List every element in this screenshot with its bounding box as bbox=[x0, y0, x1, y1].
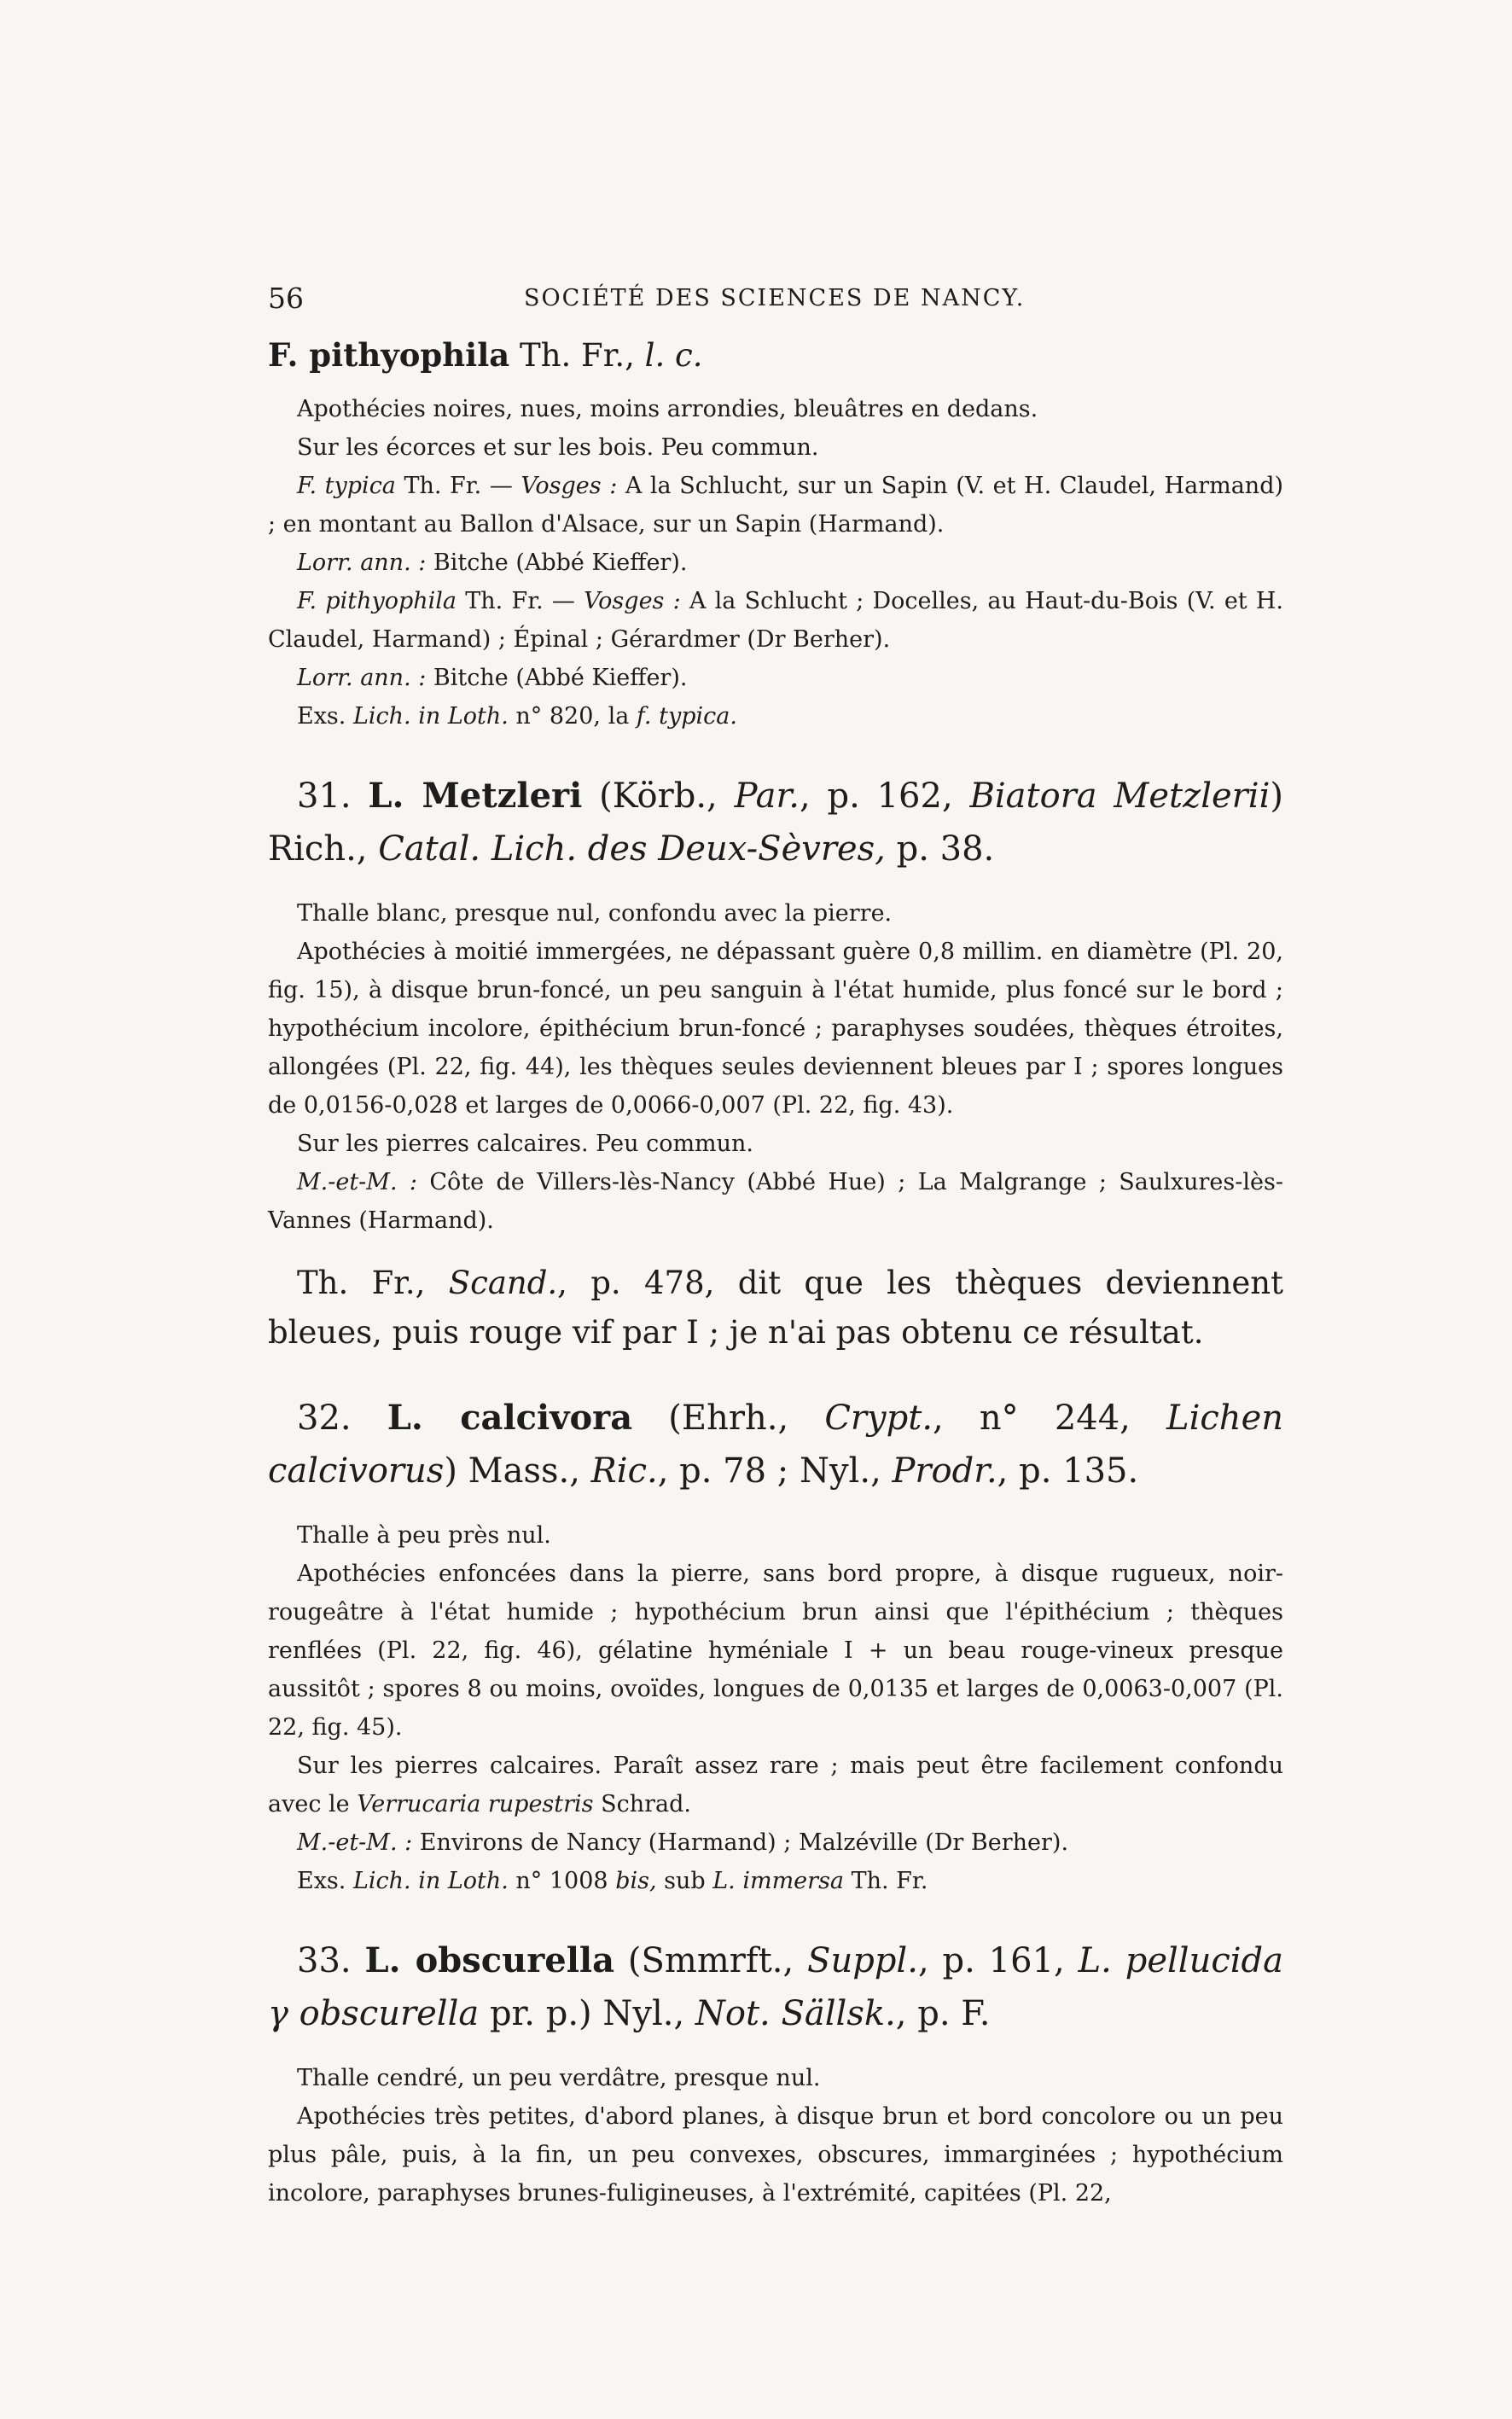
paragraph: Sur les écorces et sur les bois. Peu commun. bbox=[297, 434, 819, 461]
italic-text: Not. Sällsk. bbox=[695, 1994, 896, 2033]
running-header bbox=[268, 282, 1283, 324]
italic-text: Prodr. bbox=[892, 1451, 997, 1491]
text: ) Rich., bbox=[268, 776, 1283, 869]
text: Th. Fr., bbox=[297, 1265, 449, 1301]
italic-text: M.-et-M. : bbox=[297, 1829, 413, 1856]
page-number: 56 bbox=[268, 282, 304, 315]
paragraph: Thalle blanc, presque nul, confondu avec la pierre. bbox=[297, 900, 893, 927]
paragraph bbox=[268, 544, 1283, 582]
italic-text: Ric. bbox=[590, 1451, 658, 1491]
italic-text: f. typica. bbox=[636, 703, 737, 730]
text: Sur les pierres calcaires. Paraît assez rare ; mais peut être facilement confondu avec le bbox=[268, 1753, 1283, 1817]
running-title: SOCIÉTÉ DES SCIENCES DE NANCY. bbox=[524, 285, 1026, 311]
italic-text: L. immersa bbox=[712, 1868, 845, 1894]
italic-text: Catal. Lich. des Deux-Sèvres, bbox=[378, 829, 886, 869]
entry-number: 32. bbox=[297, 1398, 352, 1438]
text: , p. 478, dit que les thèques deviennent bleues, puis rouge vif par I ; je n'ai pas obtenu ce résultat. bbox=[268, 1265, 1284, 1351]
text: Bitche (Abbé Kieffer). bbox=[426, 665, 688, 691]
italic-text: L. pellucida γ obscurella bbox=[268, 1941, 1283, 2033]
italic-text: Scand. bbox=[448, 1265, 558, 1301]
text: sub bbox=[656, 1868, 713, 1894]
text: , p. F. bbox=[895, 1994, 991, 2033]
taxon-name: F. pithyophila bbox=[268, 336, 510, 374]
italic-text: Suppl. bbox=[807, 1941, 918, 1980]
italic-text: Vosges : bbox=[584, 588, 681, 614]
text: A la Schlucht ; Docelles, au Haut-du-Bois (V. et H. Claudel, Harmand) ; Épinal ; Gérardmer (Dr Berher). bbox=[268, 588, 1284, 653]
paragraph bbox=[268, 467, 1283, 544]
taxon-reference: l. c. bbox=[644, 337, 703, 374]
text: , p. 162, bbox=[799, 776, 970, 816]
italic-text: Lich. in Loth. bbox=[352, 703, 509, 730]
text: ) Mass., bbox=[444, 1451, 591, 1491]
paragraph bbox=[268, 1862, 1283, 1900]
section-heading-31 bbox=[268, 770, 1283, 875]
text: A la Schlucht, sur un Sapin (V. et H. Claudel, Harmand) ; en montant au Ballon d'Alsace, sur un Sapin (Harmand). bbox=[268, 473, 1284, 538]
italic-text: M.-et-M. : bbox=[297, 1169, 418, 1195]
entry-number: 31. bbox=[297, 776, 352, 816]
text: Côte de Villers-lès-Nancy (Abbé Hue) ; La Malgrange ; Saulxures-lès-Vannes (Harmand). bbox=[268, 1169, 1283, 1234]
paragraph bbox=[268, 697, 1283, 736]
entry-number: 33. bbox=[297, 1941, 352, 1980]
paragraph: Apothécies enfoncées dans la pierre, sans bord propre, à disque rugueux, noir-rougeâtre à l'état humide ; hypothécium brun ainsi que l'épithécium ; thèques renflées (Pl. 22, fig. 46), gélatine hyméniale I + un beau rouge-vineux presque aussitôt ; spores 8 ou moins, ovoïdes, longues de 0,0135 et larges de 0,0063-0,007 (Pl. 22, fig. 45). bbox=[268, 1561, 1283, 1741]
text: pr. p.) Nyl., bbox=[479, 1994, 695, 2033]
paragraph: Sur les pierres calcaires. Peu commun. bbox=[297, 1131, 754, 1157]
text: n° 820, la bbox=[508, 703, 637, 730]
italic-text: Biatora Metzlerii bbox=[969, 776, 1271, 816]
paragraph: Apothécies à moitié immergées, ne dépassant guère 0,8 millim. en diamètre (Pl. 20, fig. 15), à disque brun-foncé, un peu sanguin à l'état humide, plus foncé sur le bord ; hypothécium incolore, épithécium brun-foncé ; paraphyses soudées, thèques étroites, allongées (Pl. 22, fig. 44), les thèques seules deviennent bleues par I ; spores longues de 0,0156-0,028 et larges de 0,0066-0,007 (Pl. 22, fig. 43). bbox=[268, 939, 1283, 1119]
taxon-name: L. Metzleri bbox=[368, 776, 583, 816]
text: , p. 78 ; Nyl., bbox=[657, 1451, 893, 1491]
text: , p. 135. bbox=[997, 1451, 1139, 1491]
paragraph: Thalle à peu près nul. bbox=[297, 1522, 551, 1549]
italic-text: Lorr. ann. : bbox=[297, 550, 427, 576]
text: Th. Fr. — bbox=[457, 588, 584, 614]
text: Environs de Nancy (Harmand) ; Malzéville (Dr Berher). bbox=[412, 1829, 1069, 1856]
text: Bitche (Abbé Kieffer). bbox=[426, 550, 688, 576]
page bbox=[268, 282, 1283, 2213]
section-heading-32 bbox=[268, 1392, 1283, 1497]
italic-text: Lichen calcivorus bbox=[268, 1398, 1283, 1491]
text: Th. Fr. bbox=[844, 1868, 928, 1894]
italic-text: Par. bbox=[734, 776, 800, 816]
paragraph bbox=[268, 1747, 1283, 1823]
taxon-name: L. obscurella bbox=[364, 1940, 615, 1980]
italic-text: Verrucaria rupestris bbox=[357, 1791, 594, 1817]
paragraph: Apothécies très petites, d'abord planes, à disque brun et bord concolore ou un peu plus pâle, puis, à la fin, un peu convexes, obscures, immarginées ; hypothécium incolore, paraphyses brunes-fuligineuses, à l'extrémité, capitées (Pl. 22, bbox=[268, 2103, 1283, 2207]
text: (Smmrft., bbox=[614, 1941, 808, 1980]
text: , p. 161, bbox=[917, 1941, 1079, 1980]
taxon-name: L. calcivora bbox=[387, 1398, 633, 1438]
paragraph bbox=[268, 1823, 1283, 1862]
note-paragraph bbox=[268, 1259, 1283, 1358]
italic-text: bis, bbox=[615, 1868, 657, 1894]
text: Exs. bbox=[297, 703, 353, 730]
italic-text: Lorr. ann. : bbox=[297, 665, 427, 691]
text: Exs. bbox=[297, 1868, 353, 1894]
text: Th. Fr. — bbox=[395, 473, 521, 499]
paragraph bbox=[268, 582, 1283, 659]
text: Schrad. bbox=[593, 1791, 692, 1817]
text: (Ehrh., bbox=[632, 1398, 825, 1438]
paragraph: Apothécies noires, nues, moins arrondies, bleuâtres en dedans. bbox=[297, 396, 1038, 422]
italic-text: Vosges : bbox=[520, 473, 618, 499]
italic-text: Lich. in Loth. bbox=[352, 1868, 509, 1894]
italic-text: F. typica bbox=[297, 473, 396, 499]
section-heading-33 bbox=[268, 1934, 1283, 2040]
italic-text: F. pithyophila bbox=[297, 588, 457, 614]
text: (Körb., bbox=[582, 776, 735, 816]
section-title-f-pithyophila bbox=[268, 331, 1283, 380]
paragraph bbox=[268, 659, 1283, 697]
text: n° 1008 bbox=[508, 1868, 616, 1894]
text: , n° 244, bbox=[933, 1398, 1167, 1438]
taxon-authority: Th. Fr., bbox=[520, 337, 635, 374]
paragraph bbox=[268, 1163, 1283, 1240]
text: p. 38. bbox=[885, 829, 995, 869]
italic-text: Crypt. bbox=[824, 1398, 933, 1438]
paragraph: Thalle cendré, un peu verdâtre, presque nul. bbox=[297, 2065, 821, 2091]
